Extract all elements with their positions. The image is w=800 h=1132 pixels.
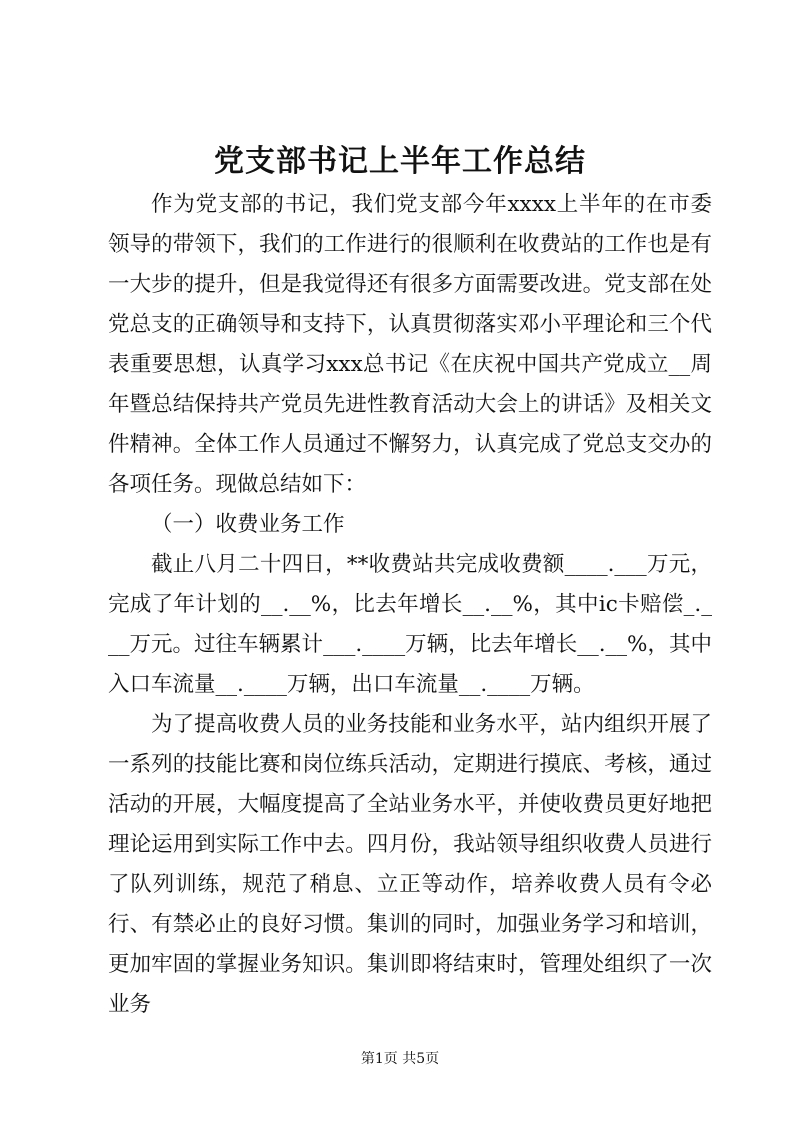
paragraph-training: 为了提高收费人员的业务技能和业务水平，站内组织开展了一系列的技能比赛和岗位练兵活动，定期进行摸底、考核，通过活动的开展，大幅度提高了全站业务水平，并使收费员更好地把理论运用到实际工作中去。四月份，我站领导组织收费人员进行了队列训练，规范了稍息、立正等动作，培养收费人员有令必行、有禁必止的良好习惯。集训的同时，加强业务学习和培训，更加牢固的掌握业务知识。集训即将结束时，管理处组织了一次业务 [108, 712, 712, 1017]
page-footer: 第1页 共5页 [360, 1051, 440, 1067]
section-heading-toll-business: （一）收费业务工作 [151, 512, 345, 537]
document-title: 党支部书记上半年工作总结 [214, 144, 586, 179]
paragraph-intro: 作为党支部的书记，我们党支部今年xxxx上半年的在市委领导的带领下，我们的工作进行的很顺利在收费站的工作也是有一大步的提升，但是我觉得还有很多方面需要改进。党支部在处党总支的正确领导和支持下，认真贯彻落实邓小平理论和三个代表重要思想，认真学习xxx总书记《在庆祝中国共产党成立__周年暨总结保持共产党员先进性教育活动大会上的讲话》及相关文件精神。全体工作人员通过不懈努力，认真完成了党总支交办的各项任务。现做总结如下： [108, 192, 712, 497]
document-body [108, 185, 712, 1025]
paragraph-toll-statistics: 截止八月二十四日，**收费站共完成收费额____.___万元，完成了年计划的__.__%，比去年增长__.__%，其中ic卡赔偿_.___万元。过往车辆累计___.____万辆，比去年增长__.__%，其中入口车流量__.____万辆，出口车流量__.____万辆。 [108, 552, 712, 697]
